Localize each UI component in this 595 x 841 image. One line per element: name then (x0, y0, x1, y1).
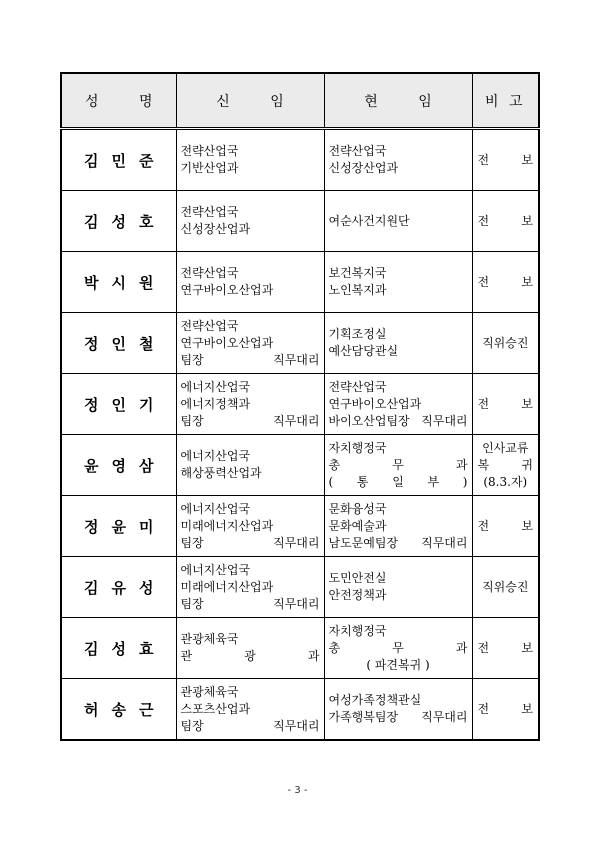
remark (472, 374, 539, 435)
person-name: 박시원 (61, 252, 176, 313)
new-position (176, 679, 324, 741)
header-note: 비 고 (472, 73, 539, 129)
person-name: 김민준 (61, 129, 176, 191)
new-position (176, 252, 324, 313)
remark-line: 전 보 (477, 518, 533, 533)
table-header (61, 73, 539, 129)
table-row (61, 129, 539, 191)
current-position (324, 618, 472, 679)
personnel-appointment-table (60, 72, 540, 741)
page-number: - 3 - (287, 785, 308, 796)
new-position-line: 에너지산업국 (180, 379, 251, 394)
new-position-line: 연구바이오산업과 (180, 335, 274, 350)
remark (472, 313, 539, 374)
person-name: 김성호 (61, 191, 176, 252)
current-position (324, 496, 472, 557)
table-row (61, 313, 539, 374)
person-name: 김성효 (61, 618, 176, 679)
person-name: 허송근 (61, 679, 176, 741)
current-position-line: 총 무 과 (328, 640, 468, 655)
new-position-line: 팀장 직무대리 (180, 352, 320, 367)
new-position (176, 191, 324, 252)
new-position-line: 팀장 직무대리 (180, 535, 320, 550)
current-position (324, 374, 472, 435)
current-position-line: 남도문예팀장 직무대리 (328, 535, 468, 550)
current-position (324, 313, 472, 374)
remark-line: (8.3.자) (483, 474, 528, 489)
remark (472, 191, 539, 252)
remark (472, 557, 539, 618)
current-position-line: 예산담당관실 (328, 344, 399, 358)
current-position-line: 전략산업국 (328, 379, 387, 394)
remark-line: 전 보 (477, 640, 533, 655)
new-position-line: 에너지산업국 (180, 501, 251, 516)
remark-line: 직위승진 (482, 335, 529, 350)
current-position-line: 문화융성국 (328, 501, 387, 516)
current-position-line: 가족행복팀장 직무대리 (328, 710, 468, 724)
table-row (61, 557, 539, 618)
person-name: 정인기 (61, 374, 176, 435)
person-name: 윤영삼 (61, 435, 176, 496)
remark (472, 252, 539, 313)
current-position-line: 신성장산업과 (328, 161, 399, 175)
header-name: 성 명 (61, 73, 176, 129)
current-position (324, 129, 472, 191)
table-row (61, 252, 539, 313)
remark-line: 직위승진 (482, 579, 529, 594)
remark-line: 전 보 (477, 152, 533, 167)
remark (472, 496, 539, 557)
current-position-line: 총 무 과 (328, 457, 468, 472)
new-position-line: 관 광 과 (180, 649, 320, 663)
new-position (176, 435, 324, 496)
table-body (61, 129, 539, 741)
new-position-line: 전략산업국 (180, 266, 239, 280)
new-position-line: 팀장 직무대리 (180, 596, 320, 611)
person-name: 김유성 (61, 557, 176, 618)
remark-line: 인사교류 (482, 440, 529, 455)
remark (472, 618, 539, 679)
current-position (324, 252, 472, 313)
new-position-line: 신성장산업과 (180, 222, 251, 236)
new-position-line: 팀장 직무대리 (180, 718, 320, 733)
table-row (61, 679, 539, 741)
current-position-line: ( 통 일 부 ) (328, 474, 468, 489)
new-position-line: 에너지정책과 (180, 396, 251, 411)
new-position-line: 전략산업국 (180, 205, 239, 219)
current-position-line: 여순사건지원단 (328, 213, 410, 228)
new-position (176, 618, 324, 679)
table-row (61, 435, 539, 496)
new-position-line: 관광체육국 (180, 684, 239, 699)
remark (472, 679, 539, 741)
remark-line: 전 보 (477, 396, 533, 411)
new-position-line: 관광체육국 (180, 632, 239, 646)
current-position-line: 여성가족정책관실 (328, 693, 422, 707)
remark-line: 전 보 (477, 701, 533, 716)
person-name: 정인철 (61, 313, 176, 374)
new-position-line: 전략산업국 (180, 318, 239, 333)
current-position-line: 문화예술과 (328, 518, 387, 533)
current-position (324, 435, 472, 496)
current-position-line: 자치행정국 (328, 440, 387, 455)
current-position-line: 바이오산업팀장 직무대리 (328, 413, 468, 428)
current-position-line: 도민안전실 (328, 571, 387, 585)
current-position (324, 557, 472, 618)
current-position-line: ( 파견복귀 ) (366, 657, 430, 672)
table-row (61, 496, 539, 557)
current-position-line: 전략산업국 (328, 144, 387, 158)
new-position-line: 에너지산업국 (180, 449, 251, 463)
remark-line: 전 보 (477, 274, 533, 289)
table-row (61, 618, 539, 679)
header-current-position: 현 임 (324, 73, 472, 129)
new-position-line: 에너지산업국 (180, 562, 251, 577)
new-position-line: 해상풍력산업과 (180, 466, 262, 480)
new-position-line: 팀장 직무대리 (180, 413, 320, 428)
table-row (61, 191, 539, 252)
new-position-line: 미래에너지산업과 (180, 579, 274, 594)
current-position-line: 자치행정국 (328, 623, 387, 638)
new-position-line: 미래에너지산업과 (180, 518, 274, 533)
remark (472, 435, 539, 496)
person-name: 정윤미 (61, 496, 176, 557)
new-position-line: 연구바이오산업과 (180, 283, 274, 297)
current-position (324, 191, 472, 252)
new-position-line: 기반산업과 (180, 161, 239, 175)
current-position-line: 보건복지국 (328, 266, 387, 280)
remark-line: 전 보 (477, 213, 533, 228)
new-position-line: 스포츠산업과 (180, 701, 251, 716)
new-position (176, 129, 324, 191)
new-position (176, 557, 324, 618)
current-position-line: 기획조정실 (328, 327, 387, 341)
header-row (61, 73, 539, 129)
new-position-line: 전략산업국 (180, 144, 239, 158)
remark-line: 복 귀 (477, 457, 533, 472)
new-position (176, 374, 324, 435)
current-position-line: 노인복지과 (328, 283, 387, 297)
current-position-line: 연구바이오산업과 (328, 396, 422, 411)
new-position (176, 313, 324, 374)
remark (472, 129, 539, 191)
current-position (324, 679, 472, 741)
new-position (176, 496, 324, 557)
header-new-position: 신 임 (176, 73, 324, 129)
current-position-line: 안전정책과 (328, 588, 387, 602)
table-row (61, 374, 539, 435)
